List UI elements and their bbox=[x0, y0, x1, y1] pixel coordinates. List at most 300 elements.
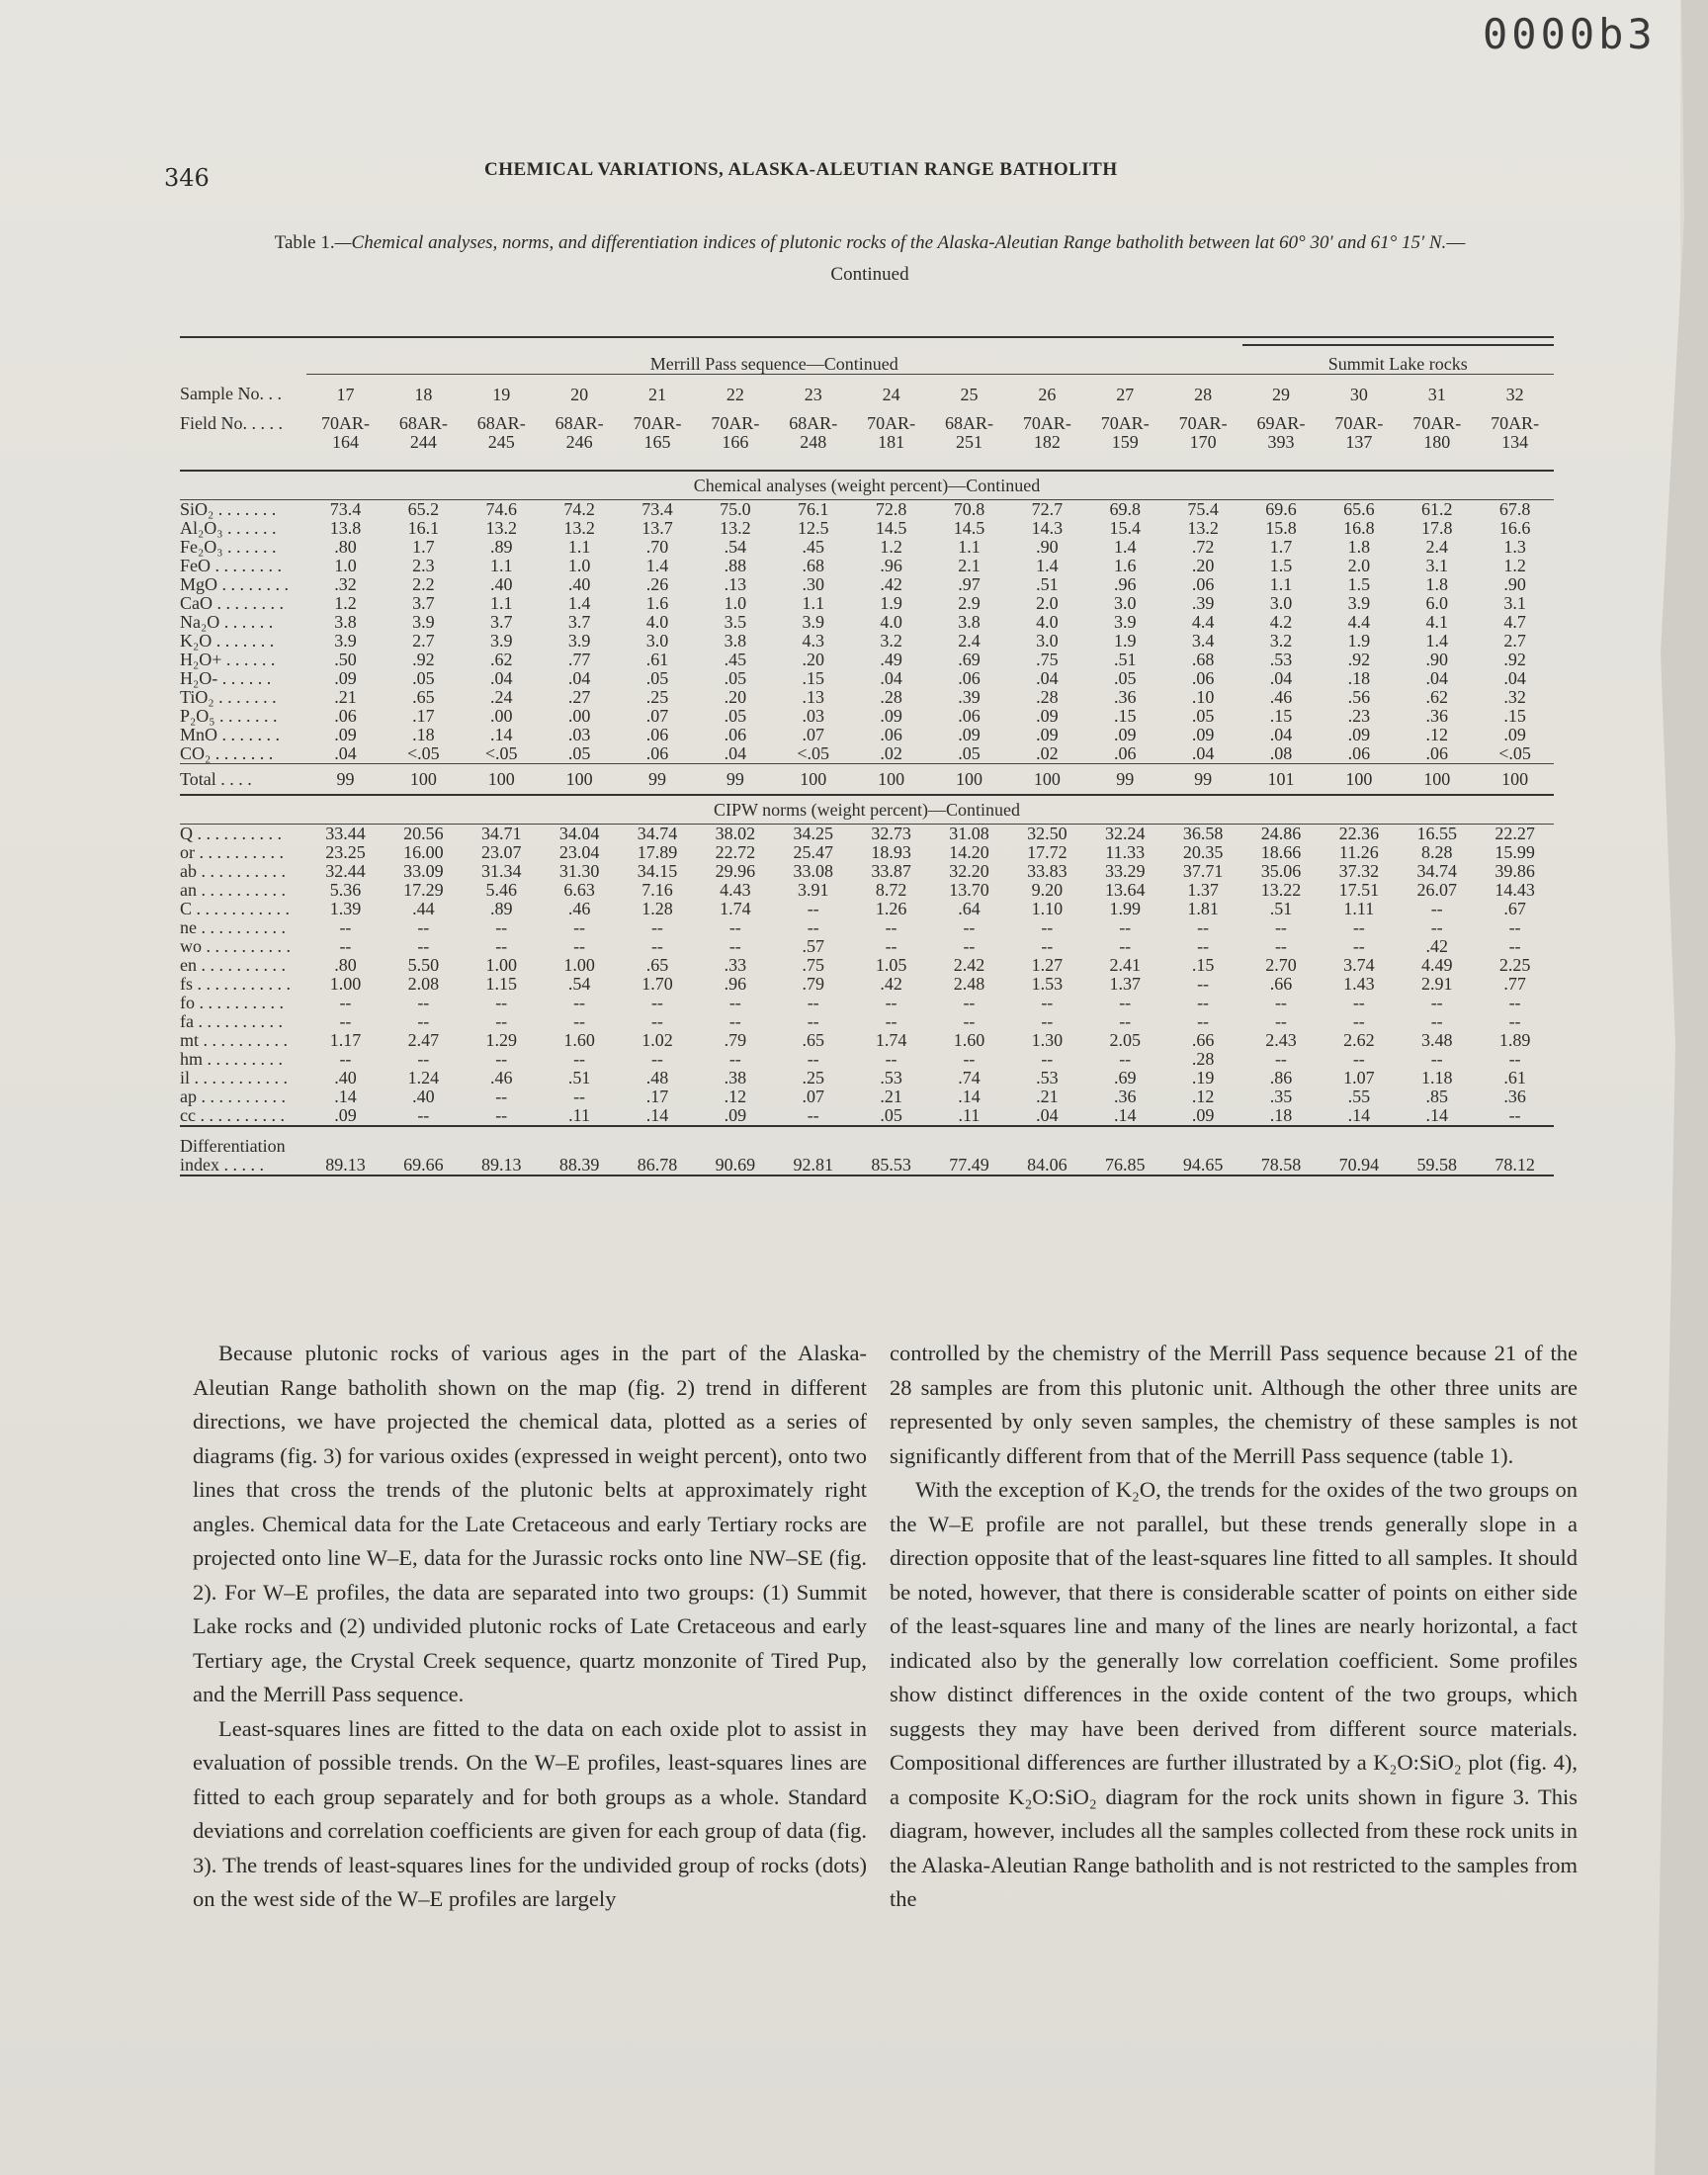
value-cell: 1.00 bbox=[329, 974, 362, 994]
value-cell: 1.17 bbox=[329, 1030, 362, 1050]
row-label: TiO₂ . . . . . . . bbox=[180, 687, 277, 707]
value-cell: -- bbox=[885, 993, 897, 1012]
oxide-row bbox=[180, 669, 1554, 688]
field-number bbox=[1086, 414, 1164, 471]
value-cell: .36 bbox=[1503, 1087, 1526, 1106]
value-cell: -- bbox=[1274, 1011, 1287, 1031]
value-cell: .04 bbox=[334, 743, 357, 763]
value-cell: 15.4 bbox=[1109, 518, 1141, 538]
row-label: C . . . . . . . . . . . bbox=[180, 899, 291, 918]
value-cell: -- bbox=[885, 917, 897, 937]
value-cell: 3.9 bbox=[1347, 593, 1371, 613]
value-cell: .04 bbox=[1036, 1105, 1059, 1125]
value-cell: 38.02 bbox=[715, 824, 756, 843]
value-cell: 9.20 bbox=[1031, 880, 1064, 900]
field-number-suffix: 180 bbox=[1423, 432, 1451, 452]
oxide-row bbox=[180, 632, 1554, 651]
value-cell: .90 bbox=[1503, 574, 1526, 594]
value-cell: .61 bbox=[1503, 1068, 1526, 1088]
value-cell: .02 bbox=[880, 743, 902, 763]
value-cell: -- bbox=[417, 1105, 430, 1125]
norm-row bbox=[180, 994, 1554, 1012]
value-cell: -- bbox=[1041, 917, 1054, 937]
value-cell: 13.8 bbox=[329, 518, 362, 538]
value-cell: -- bbox=[1041, 993, 1054, 1012]
value-cell: -- bbox=[495, 917, 508, 937]
paragraph: Because plutonic rocks of various ages in the part of the Alaska-Aleutian Range batholith shown on the map (fig. 2) trend in different directions, we have projected the chemical data, plotted as a series of diagrams (fig. 3) for various oxides (expressed in weight percent), onto two lines that cross the trends of the plutonic belts at approximately right angles. Chemical data for the Late Cretaceous and early Tertiary rocks are projected onto line W–E, data for the Jurassic rocks onto line NW–SE (fig. 2). For W–E profiles, the data are separated into two groups: (1) Summit Lake rocks and (2) undivided plutonic rocks of Late Cretaceous and early Tertiary age, the Crystal Creek sequence, quartz monzonite of Tired Pup, and the Merrill Pass sequence. bbox=[193, 1341, 867, 1706]
di-cell: 85.53 bbox=[852, 1126, 930, 1175]
value-cell: -- bbox=[963, 1049, 976, 1069]
value-cell: .09 bbox=[1503, 725, 1526, 744]
oxide-row bbox=[180, 613, 1554, 632]
value-cell: -- bbox=[573, 1087, 586, 1106]
row-label: cc . . . . . . . . . . bbox=[180, 1105, 285, 1125]
total-cell: 100 bbox=[1398, 764, 1476, 796]
value-cell: .05 bbox=[724, 668, 747, 688]
value-cell: .23 bbox=[1347, 706, 1371, 726]
value-cell: .04 bbox=[1191, 743, 1215, 763]
value-cell: -- bbox=[1508, 993, 1521, 1012]
differentiation-index-row bbox=[180, 1126, 1554, 1175]
value-cell: 11.26 bbox=[1338, 842, 1379, 862]
value-cell: 2.62 bbox=[1343, 1030, 1375, 1050]
row-label: H₂O+ . . . . . . bbox=[180, 650, 276, 669]
value-cell: 2.91 bbox=[1420, 974, 1453, 994]
value-cell: -- bbox=[495, 936, 508, 956]
value-cell: 13.2 bbox=[1187, 518, 1219, 538]
value-cell: .17 bbox=[645, 1087, 669, 1106]
value-cell: -- bbox=[1197, 1011, 1210, 1031]
value-cell: 1.74 bbox=[875, 1030, 907, 1050]
value-cell: .39 bbox=[1191, 593, 1215, 613]
field-number-prefix: 70AR- bbox=[711, 413, 760, 433]
di-cell: 78.58 bbox=[1242, 1126, 1321, 1175]
value-cell: .92 bbox=[1503, 650, 1526, 669]
value-cell: .51 bbox=[1036, 574, 1059, 594]
sample-number: 20 bbox=[570, 384, 589, 404]
value-cell: 14.43 bbox=[1494, 880, 1535, 900]
value-cell: -- bbox=[807, 1105, 819, 1125]
value-cell: .03 bbox=[567, 725, 591, 744]
value-cell: .62 bbox=[489, 650, 513, 669]
value-cell: .15 bbox=[1269, 706, 1293, 726]
row-label: CaO . . . . . . . . bbox=[180, 593, 284, 613]
value-cell: .06 bbox=[1113, 743, 1137, 763]
value-cell: 1.2 bbox=[334, 593, 357, 613]
value-cell: .70 bbox=[645, 537, 669, 557]
value-cell: .72 bbox=[1191, 537, 1215, 557]
value-cell: .11 bbox=[568, 1105, 590, 1125]
value-cell: 34.74 bbox=[1416, 861, 1457, 881]
value-cell: -- bbox=[1508, 1105, 1521, 1125]
value-cell: 15.99 bbox=[1494, 842, 1535, 862]
value-cell: .18 bbox=[1347, 668, 1371, 688]
value-cell: 3.0 bbox=[1269, 593, 1293, 613]
norm-row bbox=[180, 937, 1554, 956]
field-number-prefix: 68AR- bbox=[476, 413, 526, 433]
row-label: Na₂O . . . . . . bbox=[180, 612, 274, 632]
value-cell: -- bbox=[650, 936, 663, 956]
oxide-row bbox=[180, 500, 1554, 520]
value-cell: 3.2 bbox=[880, 631, 902, 651]
value-cell: 23.25 bbox=[325, 842, 366, 862]
value-cell: <.05 bbox=[1498, 743, 1531, 763]
value-cell: .06 bbox=[724, 725, 747, 744]
value-cell: 1.1 bbox=[1269, 574, 1293, 594]
value-cell: 65.2 bbox=[407, 499, 440, 519]
value-cell: .24 bbox=[489, 687, 513, 707]
value-cell: 3.9 bbox=[1113, 612, 1137, 632]
value-cell: .33 bbox=[724, 955, 747, 975]
value-cell: -- bbox=[1197, 993, 1210, 1012]
value-cell: 4.4 bbox=[1347, 612, 1371, 632]
value-cell: .90 bbox=[1425, 650, 1448, 669]
value-cell: .89 bbox=[489, 899, 513, 918]
value-cell: .45 bbox=[724, 650, 747, 669]
value-cell: 2.7 bbox=[1503, 631, 1526, 651]
value-cell: .44 bbox=[412, 899, 435, 918]
value-cell: 3.9 bbox=[412, 612, 435, 632]
value-cell: -- bbox=[573, 936, 586, 956]
value-cell: 2.25 bbox=[1498, 955, 1531, 975]
value-cell: -- bbox=[1119, 1011, 1132, 1031]
total-cell: 100 bbox=[1476, 764, 1554, 796]
value-cell: .51 bbox=[567, 1068, 591, 1088]
value-cell: 1.60 bbox=[953, 1030, 985, 1050]
field-number-suffix: 393 bbox=[1267, 432, 1295, 452]
row-label: P₂O₅ . . . . . . . bbox=[180, 706, 278, 726]
di-cell: 92.81 bbox=[774, 1126, 852, 1175]
value-cell: .89 bbox=[489, 537, 513, 557]
norm-row bbox=[180, 956, 1554, 975]
value-cell: -- bbox=[1197, 974, 1210, 994]
di-cell: 78.12 bbox=[1476, 1126, 1554, 1175]
value-cell: 2.42 bbox=[953, 955, 985, 975]
oxide-row bbox=[180, 538, 1554, 557]
value-cell: 3.9 bbox=[567, 631, 591, 651]
value-cell: .18 bbox=[412, 725, 435, 744]
row-label: MnO . . . . . . . bbox=[180, 725, 281, 744]
di-cell: 86.78 bbox=[619, 1126, 697, 1175]
value-cell: 1.26 bbox=[875, 899, 907, 918]
field-number bbox=[1242, 414, 1321, 471]
value-cell: 1.4 bbox=[1425, 631, 1448, 651]
value-cell: 22.27 bbox=[1494, 824, 1535, 843]
row-label: fs . . . . . . . . . . . bbox=[180, 974, 291, 994]
value-cell: .53 bbox=[1036, 1068, 1059, 1088]
table-caption bbox=[237, 227, 1502, 291]
value-cell: 1.1 bbox=[802, 593, 824, 613]
value-cell: .50 bbox=[334, 650, 357, 669]
value-cell: .06 bbox=[1191, 668, 1215, 688]
row-label: H₂O- . . . . . . bbox=[180, 668, 272, 688]
value-cell: -- bbox=[1119, 993, 1132, 1012]
total-cell: 100 bbox=[1008, 764, 1086, 796]
value-cell: .06 bbox=[880, 725, 902, 744]
value-cell: -- bbox=[1274, 917, 1287, 937]
field-number-prefix: 70AR- bbox=[867, 413, 916, 433]
row-label: SiO₂ . . . . . . . bbox=[180, 499, 277, 519]
value-cell: .46 bbox=[1269, 687, 1293, 707]
value-cell: 76.1 bbox=[797, 499, 829, 519]
value-cell: -- bbox=[1430, 993, 1443, 1012]
value-cell: 1.15 bbox=[485, 974, 517, 994]
value-cell: -- bbox=[885, 1049, 897, 1069]
value-cell: .09 bbox=[334, 725, 357, 744]
value-cell: -- bbox=[728, 936, 741, 956]
sample-number: 24 bbox=[882, 384, 900, 404]
value-cell: 15.8 bbox=[1265, 518, 1297, 538]
value-cell: 4.2 bbox=[1269, 612, 1293, 632]
value-cell: .40 bbox=[489, 574, 513, 594]
value-cell: 1.39 bbox=[329, 899, 362, 918]
value-cell: .13 bbox=[724, 574, 747, 594]
value-cell: -- bbox=[1352, 917, 1365, 937]
sample-number: 25 bbox=[960, 384, 979, 404]
di-cell: 76.85 bbox=[1086, 1126, 1164, 1175]
total-cell: 99 bbox=[1086, 764, 1164, 796]
value-cell: 1.5 bbox=[1269, 556, 1293, 575]
value-cell: 13.7 bbox=[641, 518, 673, 538]
value-cell: .27 bbox=[567, 687, 591, 707]
value-cell: .42 bbox=[880, 574, 902, 594]
row-label: il . . . . . . . . . . . bbox=[180, 1068, 289, 1088]
value-cell: 2.08 bbox=[407, 974, 440, 994]
value-cell: -- bbox=[339, 1049, 352, 1069]
value-cell: 33.44 bbox=[325, 824, 366, 843]
value-cell: .65 bbox=[802, 1030, 824, 1050]
value-cell: 39.86 bbox=[1494, 861, 1535, 881]
value-cell: .92 bbox=[412, 650, 435, 669]
field-number-suffix: 166 bbox=[722, 432, 749, 452]
value-cell: -- bbox=[1508, 1011, 1521, 1031]
value-cell: 13.70 bbox=[949, 880, 989, 900]
value-cell: 4.49 bbox=[1420, 955, 1453, 975]
value-cell: .42 bbox=[1425, 936, 1448, 956]
value-cell: .69 bbox=[1113, 1068, 1137, 1088]
value-cell: .28 bbox=[880, 687, 902, 707]
field-number-suffix: 159 bbox=[1111, 432, 1139, 452]
value-cell: 2.4 bbox=[958, 631, 981, 651]
value-cell: 1.8 bbox=[1347, 537, 1371, 557]
value-cell: -- bbox=[339, 936, 352, 956]
value-cell: .66 bbox=[1269, 974, 1293, 994]
value-cell: .12 bbox=[724, 1087, 747, 1106]
value-cell: .54 bbox=[724, 537, 747, 557]
value-cell: 1.0 bbox=[724, 593, 747, 613]
oxide-row bbox=[180, 519, 1554, 538]
value-cell: 33.08 bbox=[793, 861, 833, 881]
field-number-prefix: 70AR- bbox=[1100, 413, 1150, 433]
value-cell: .36 bbox=[1113, 1087, 1137, 1106]
value-cell: -- bbox=[885, 1011, 897, 1031]
row-label: fa . . . . . . . . . . bbox=[180, 1011, 283, 1031]
value-cell: 3.9 bbox=[334, 631, 357, 651]
sample-number: 30 bbox=[1349, 384, 1368, 404]
value-cell: -- bbox=[1508, 917, 1521, 937]
value-cell: 16.1 bbox=[407, 518, 440, 538]
norm-row bbox=[180, 918, 1554, 937]
value-cell: 2.3 bbox=[412, 556, 435, 575]
value-cell: .80 bbox=[334, 955, 357, 975]
value-cell: 34.74 bbox=[637, 824, 678, 843]
value-cell: 2.70 bbox=[1265, 955, 1297, 975]
row-label-line: index . . . . . bbox=[180, 1155, 264, 1174]
row-label: an . . . . . . . . . . bbox=[180, 880, 286, 900]
value-cell: -- bbox=[1352, 1011, 1365, 1031]
value-cell: -- bbox=[1352, 993, 1365, 1012]
oxide-row bbox=[180, 594, 1554, 613]
value-cell: .51 bbox=[1113, 650, 1137, 669]
group-header-spacer bbox=[180, 345, 306, 375]
total-cell: 100 bbox=[384, 764, 463, 796]
group-header-row bbox=[180, 345, 1554, 375]
field-number-suffix: 134 bbox=[1501, 432, 1529, 452]
value-cell: 2.48 bbox=[953, 974, 985, 994]
field-number-suffix: 251 bbox=[955, 432, 982, 452]
value-cell: .56 bbox=[1347, 687, 1371, 707]
value-cell: 1.07 bbox=[1343, 1068, 1375, 1088]
value-cell: .67 bbox=[1503, 899, 1526, 918]
value-cell: .04 bbox=[1425, 668, 1448, 688]
value-cell: .20 bbox=[724, 687, 747, 707]
value-cell: -- bbox=[807, 993, 819, 1012]
value-cell: 17.51 bbox=[1338, 880, 1380, 900]
field-number bbox=[930, 414, 1008, 471]
value-cell: .46 bbox=[567, 899, 591, 918]
section-header-chemical: Chemical analyses (weight percent)—Continued bbox=[180, 471, 1554, 500]
value-cell: .55 bbox=[1347, 1087, 1371, 1106]
value-cell: .13 bbox=[802, 687, 824, 707]
field-number-prefix: 68AR- bbox=[789, 413, 838, 433]
value-cell: 22.72 bbox=[715, 842, 756, 862]
norm-row bbox=[180, 881, 1554, 900]
value-cell: 1.4 bbox=[1113, 537, 1137, 557]
value-cell: .07 bbox=[802, 1087, 824, 1106]
value-cell: -- bbox=[1352, 936, 1365, 956]
value-cell: -- bbox=[963, 993, 976, 1012]
group-header-merrill: Merrill Pass sequence—Continued bbox=[306, 345, 1242, 375]
value-cell: .53 bbox=[880, 1068, 902, 1088]
value-cell: 3.48 bbox=[1420, 1030, 1453, 1050]
value-cell: .10 bbox=[1191, 687, 1215, 707]
value-cell: .62 bbox=[1425, 687, 1448, 707]
caption-tail: —Continued bbox=[830, 232, 1466, 285]
value-cell: -- bbox=[728, 1011, 741, 1031]
value-cell: 1.60 bbox=[563, 1030, 595, 1050]
value-cell: -- bbox=[807, 899, 819, 918]
value-cell: .79 bbox=[724, 1030, 747, 1050]
value-cell: .07 bbox=[802, 725, 824, 744]
row-label-line: Differentiation bbox=[180, 1136, 286, 1156]
row-label: CO₂ . . . . . . . bbox=[180, 743, 274, 763]
value-cell: .42 bbox=[880, 974, 902, 994]
value-cell: .97 bbox=[958, 574, 981, 594]
value-cell: -- bbox=[650, 1011, 663, 1031]
value-cell: .21 bbox=[334, 687, 357, 707]
value-cell: -- bbox=[1430, 1049, 1443, 1069]
oxide-row bbox=[180, 557, 1554, 575]
value-cell: 1.89 bbox=[1498, 1030, 1531, 1050]
value-cell: -- bbox=[1274, 993, 1287, 1012]
value-cell: 3.8 bbox=[958, 612, 981, 632]
field-number-prefix: 69AR- bbox=[1256, 413, 1306, 433]
norm-row bbox=[180, 1031, 1554, 1050]
value-cell: 18.66 bbox=[1260, 842, 1302, 862]
value-cell: .05 bbox=[880, 1105, 902, 1125]
value-cell: 16.55 bbox=[1416, 824, 1457, 843]
value-cell: 26.07 bbox=[1416, 880, 1457, 900]
value-cell: 3.4 bbox=[1191, 631, 1215, 651]
value-cell: -- bbox=[339, 917, 352, 937]
value-cell: 69.6 bbox=[1265, 499, 1297, 519]
total-cell: 101 bbox=[1242, 764, 1321, 796]
field-number-suffix: 181 bbox=[878, 432, 905, 452]
di-cell: 89.13 bbox=[463, 1126, 541, 1175]
value-cell: 8.28 bbox=[1420, 842, 1453, 862]
value-cell: 1.1 bbox=[567, 537, 591, 557]
value-cell: -- bbox=[963, 1011, 976, 1031]
value-cell: 3.74 bbox=[1343, 955, 1375, 975]
value-cell: 4.4 bbox=[1191, 612, 1215, 632]
field-number bbox=[1476, 414, 1554, 471]
value-cell: .06 bbox=[645, 725, 669, 744]
total-cell: 100 bbox=[852, 764, 930, 796]
field-number bbox=[541, 414, 619, 471]
value-cell: .90 bbox=[1036, 537, 1059, 557]
sample-number: 23 bbox=[804, 384, 822, 404]
value-cell: 12.5 bbox=[797, 518, 829, 538]
value-cell: .30 bbox=[802, 574, 824, 594]
norm-row bbox=[180, 1106, 1554, 1126]
value-cell: 14.3 bbox=[1031, 518, 1064, 538]
total-cell: 99 bbox=[306, 764, 384, 796]
value-cell: .26 bbox=[645, 574, 669, 594]
di-cell: 84.06 bbox=[1008, 1126, 1086, 1175]
value-cell: <.05 bbox=[484, 743, 518, 763]
value-cell: 1.3 bbox=[1503, 537, 1526, 557]
value-cell: 1.24 bbox=[407, 1068, 440, 1088]
value-cell: .92 bbox=[1347, 650, 1371, 669]
value-cell: 4.1 bbox=[1425, 612, 1448, 632]
value-cell: 75.4 bbox=[1187, 499, 1219, 519]
value-cell: -- bbox=[650, 993, 663, 1012]
value-cell: .36 bbox=[1425, 706, 1448, 726]
value-cell: 2.0 bbox=[1036, 593, 1059, 613]
row-label: Fe₂O₃ . . . . . . bbox=[180, 537, 277, 557]
body-column-left bbox=[193, 1337, 867, 1917]
value-cell: .32 bbox=[1503, 687, 1526, 707]
value-cell: 2.9 bbox=[958, 593, 981, 613]
value-cell: 6.0 bbox=[1425, 593, 1448, 613]
row-label: Field No. . . . . bbox=[180, 413, 284, 433]
field-number-prefix: 70AR- bbox=[1491, 413, 1540, 433]
value-cell: -- bbox=[417, 993, 430, 1012]
value-cell: 3.7 bbox=[489, 612, 513, 632]
field-number bbox=[1398, 414, 1476, 471]
value-cell: -- bbox=[495, 1105, 508, 1125]
value-cell: .04 bbox=[1503, 668, 1526, 688]
value-cell: .77 bbox=[1503, 974, 1526, 994]
value-cell: .06 bbox=[1347, 743, 1371, 763]
value-cell: 24.86 bbox=[1260, 824, 1302, 843]
value-cell: 1.00 bbox=[563, 955, 595, 975]
value-cell: 32.50 bbox=[1027, 824, 1068, 843]
row-label: FeO . . . . . . . . bbox=[180, 556, 282, 575]
page-stamp: 0000b3 bbox=[1483, 10, 1657, 58]
value-cell: .06 bbox=[1191, 574, 1215, 594]
norm-row bbox=[180, 1050, 1554, 1069]
